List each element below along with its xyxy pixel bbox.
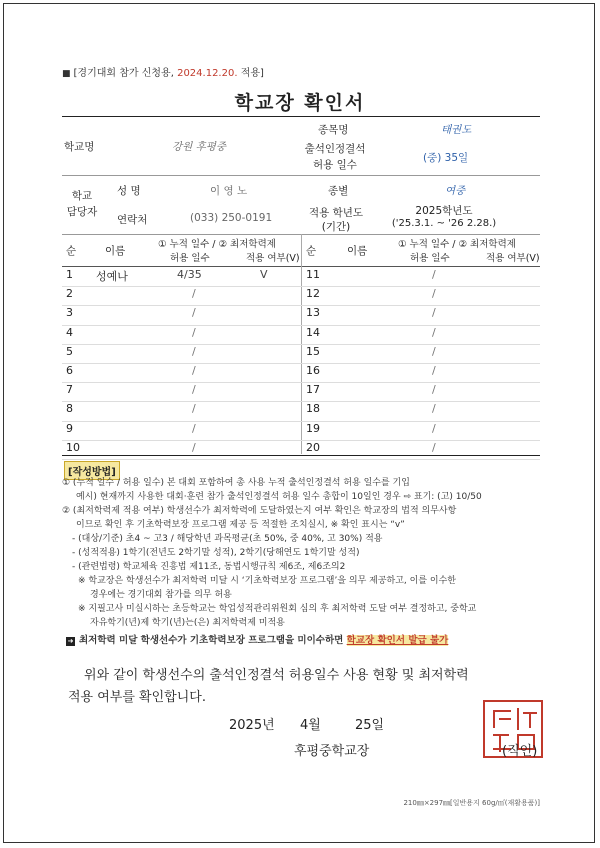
row-name: 성예나 xyxy=(96,270,128,283)
list-header-name: 이름 xyxy=(105,245,126,257)
row-divider xyxy=(62,286,540,287)
list-header-num-right: 순 xyxy=(306,245,317,257)
gender-label: 종별 xyxy=(328,185,349,197)
list-header-col1-sub: 허용 일수 xyxy=(170,253,210,264)
row-divider xyxy=(62,344,540,345)
principal-name: 후평중학교장 xyxy=(294,744,370,759)
absence-value: (중) 35일 xyxy=(423,152,469,164)
arrow-box-icon: ➜ xyxy=(67,637,74,645)
instr-line-6: - (성적적용) 1학기(전년도 2학기말 성적), 2학기(당해연도 1학기말 성적) xyxy=(72,548,360,558)
top-note-prefix: [경기대회 참가 신청용, xyxy=(73,68,178,79)
list-header-col1-sub-right: 허용 일수 xyxy=(410,253,450,264)
row-number-right: 11 xyxy=(306,268,320,281)
footer-paper-spec: 210㎜×297㎜[일반용지 60g/㎡(재활용품)] xyxy=(403,799,540,807)
instr-line-3: ② (최저학력제 적용 여부) 학생선수가 최저학력에 도달하였는지 여부 확인은 학교장의 법적 의무사항 xyxy=(62,506,457,516)
manager-contact-label: 연락처 xyxy=(117,214,148,226)
row-number-right: 14 xyxy=(306,325,320,339)
instr-line-12-text: 최저학력 미달 학생선수가 기초학력보장 프로그램을 미이수하면 xyxy=(79,635,344,646)
row-divider xyxy=(62,325,540,326)
row-days: / xyxy=(192,306,196,320)
row-days-right: / xyxy=(432,440,436,454)
confirm-line-2: 적용 여부를 확인합니다. xyxy=(68,690,206,705)
top-note-suffix: 적용] xyxy=(237,68,264,79)
row-days: / xyxy=(192,383,196,397)
row-days: / xyxy=(192,344,196,358)
manager-label-2: 담당자 xyxy=(66,206,98,218)
instructions-header: [작성방법] xyxy=(64,461,120,480)
instr-line-12 xyxy=(66,634,448,648)
list-header-num: 순 xyxy=(66,245,77,257)
row-days: / xyxy=(192,402,196,416)
list-header-name-right: 이름 xyxy=(347,245,368,257)
manager-label-1: 학교 xyxy=(71,190,93,202)
row-check: V xyxy=(260,268,268,281)
sport-value: 태권도 xyxy=(441,124,472,136)
row-days-right: / xyxy=(432,287,436,301)
instr-line-7: - (관련법령) 학교체육 진흥법 제11조, 동법시행규칙 제6조, 제6조의2 xyxy=(72,562,346,572)
row-number-right: 13 xyxy=(306,306,320,320)
instr-line-1: ① (누적 일수 / 허용 일수) 본 대회 포함하여 총 사용 누적 출석인정결석 허용 일수를 기입 xyxy=(62,478,410,488)
row-number-right: 15 xyxy=(306,344,320,358)
row-divider xyxy=(62,459,540,460)
instr-line-10: ※ 지필고사 미실시하는 초등학교는 학업성적관리위원회 심의 후 최저학력 도달 여부 결정하고, 중학교 xyxy=(78,604,477,614)
manager-name-label: 성 명 xyxy=(117,185,141,197)
school-label: 학교명 xyxy=(64,141,95,153)
year-value-2: ('25.3.1. ~ '26 2.28.) xyxy=(391,218,497,229)
row-number-right: 16 xyxy=(306,364,320,377)
row-days-right: / xyxy=(432,383,436,397)
date-month: 4월 xyxy=(300,718,321,733)
year-label-2: (기간) xyxy=(321,221,351,233)
row-days-right: / xyxy=(432,364,436,377)
row-days-right: / xyxy=(432,325,436,339)
instr-line-8: ※ 학교장은 학생선수가 최저학력 미달 시 ‘기초학력보장 프로그램’을 의무 제공하고, 이를 이수한 xyxy=(78,576,456,586)
list-header-col1-right: ① 누적 일수 / ② 최저학력제 xyxy=(398,239,516,250)
date-day: 25일 xyxy=(355,718,385,733)
row-divider xyxy=(62,305,540,306)
row-number-right: 19 xyxy=(306,421,320,435)
list-bottom-border xyxy=(62,455,540,456)
row-number-right: 20 xyxy=(306,440,320,454)
row-number: 8 xyxy=(66,402,73,416)
instr-line-11: 자유학기(년)제 학기(년)는(은) 최저학력제 미적용 xyxy=(90,618,285,628)
manager-contact-value: (033) 250-0191 xyxy=(190,212,273,224)
sport-label: 종목명 xyxy=(318,124,349,136)
row-number: 5 xyxy=(66,344,73,358)
square-icon: ■ xyxy=(62,69,71,79)
instr-line-12-warning: 학교장 확인서 발급 불가 xyxy=(346,635,449,646)
seal-label: (직인) xyxy=(502,744,538,759)
list-header-col2-sub: 적용 여부(V) xyxy=(246,253,300,264)
absence-label-1: 출석인정결석 xyxy=(304,143,366,155)
row-days: / xyxy=(192,325,196,339)
row-number: 9 xyxy=(66,421,73,435)
manager-name-value: 이 영 노 xyxy=(210,185,248,197)
row-divider xyxy=(62,401,540,402)
row-divider xyxy=(62,382,540,383)
school-value: 강원 후평중 xyxy=(172,141,227,153)
row-number: 6 xyxy=(66,364,73,377)
instr-line-9: 경우에는 경기대회 참가를 의무 허용 xyxy=(90,590,232,600)
date-year: 2025년 xyxy=(229,718,275,733)
row-days: / xyxy=(192,287,196,301)
row-days-right: / xyxy=(432,421,436,435)
list-header-col2-sub-right: 적용 여부(V) xyxy=(486,253,540,264)
row-number: 4 xyxy=(66,325,73,339)
row-divider xyxy=(62,421,540,422)
instr-line-5: - (대상/기준) 초4 ~ 고3 / 해당학년 과목평균(초 50%, 중 40%, 고 30%) 적용 xyxy=(72,534,383,544)
instr-line-4: 이므로 확인 후 기초학력보장 프로그램 제공 등 적절한 조치실시, ※ 확인 표시는 “v” xyxy=(76,520,405,530)
info-divider-1 xyxy=(62,175,540,176)
row-days: / xyxy=(192,364,196,377)
top-note xyxy=(62,64,264,79)
row-divider xyxy=(62,363,540,364)
absence-label-2: 허용 일수 xyxy=(313,159,357,171)
top-note-date: 2024.12.20. xyxy=(177,68,238,79)
row-divider xyxy=(62,440,540,441)
row-days-right: / xyxy=(432,306,436,320)
table-top-border xyxy=(62,116,540,117)
row-number-right: 12 xyxy=(306,287,320,301)
confirm-line-1: 위와 같이 학생선수의 출석인정결석 허용일수 사용 현황 및 최저학력 xyxy=(84,668,469,683)
year-label-1: 적용 학년도 xyxy=(308,207,364,219)
row-days-right: / xyxy=(432,402,436,416)
row-number: 3 xyxy=(66,306,73,320)
row-number: 1 xyxy=(66,268,73,281)
row-number: 7 xyxy=(66,383,73,397)
instr-line-2: 예시) 현재까지 사용한 대회·훈련 참가 출석인정결석 허용 일수 총합이 10일인 경우 ⇨ 표기: (고) 10/50 xyxy=(76,492,482,502)
page-title: 학교장 확인서 xyxy=(234,92,366,114)
year-value-1: 2025학년도 xyxy=(415,205,473,217)
row-days: 4/35 xyxy=(177,268,202,281)
row-number: 10 xyxy=(66,440,80,454)
row-days-right: / xyxy=(432,344,436,358)
row-number-right: 18 xyxy=(306,402,320,416)
row-number-right: 17 xyxy=(306,383,320,397)
row-days: / xyxy=(192,421,196,435)
row-number: 2 xyxy=(66,287,73,301)
row-days: / xyxy=(192,440,196,454)
gender-value: 여중 xyxy=(445,185,466,197)
list-header-col1: ① 누적 일수 / ② 최저학력제 xyxy=(158,239,276,250)
row-days-right: / xyxy=(432,268,436,281)
